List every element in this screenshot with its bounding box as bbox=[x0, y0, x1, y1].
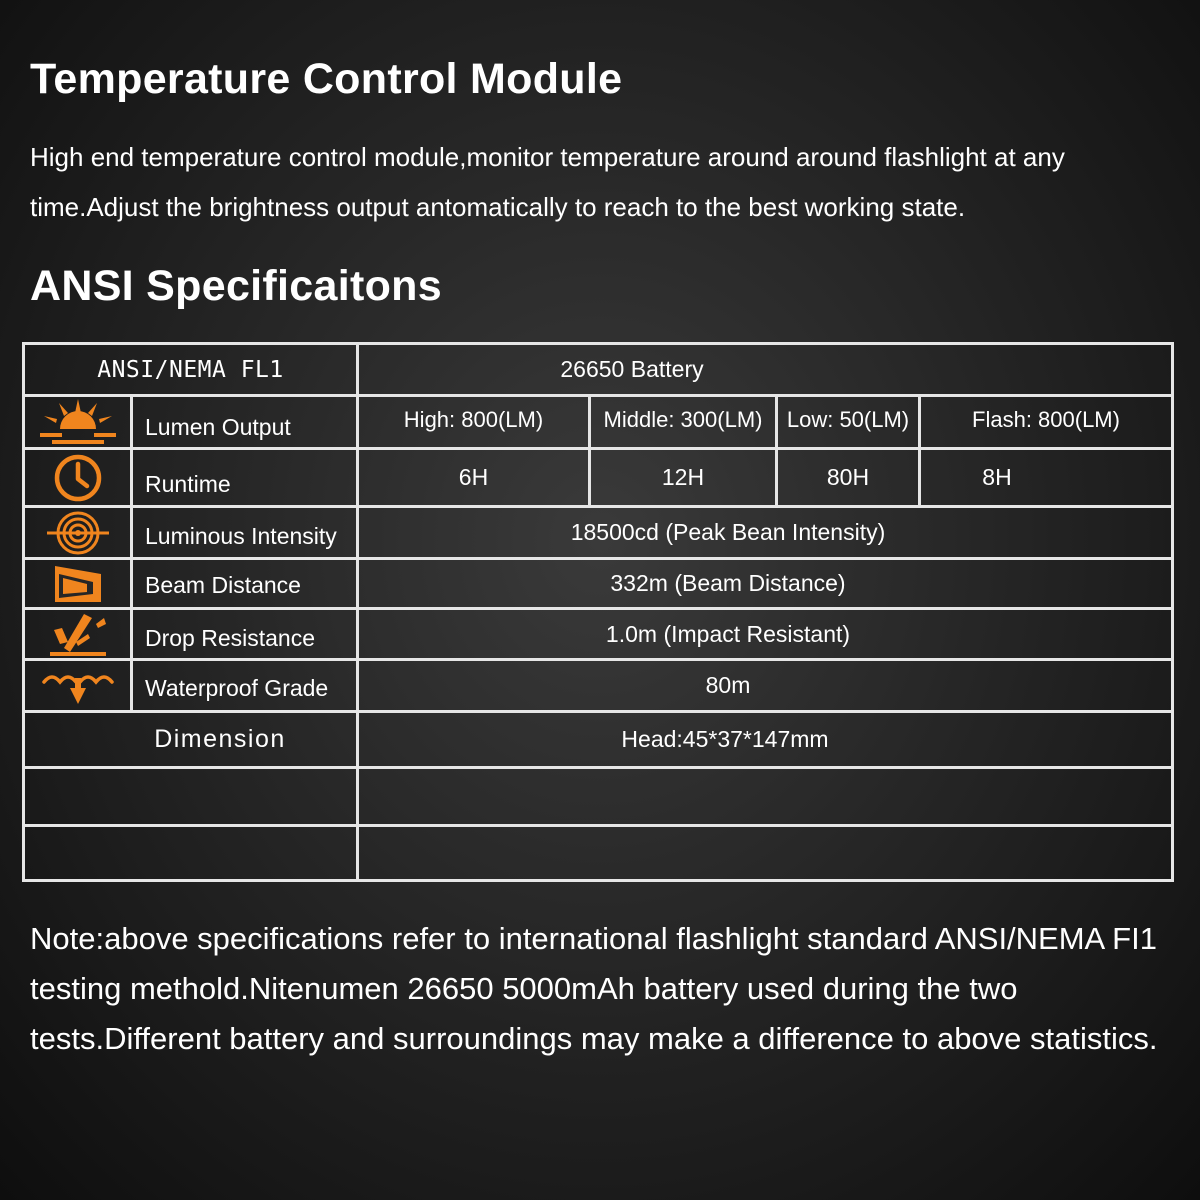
drop-impact-icon bbox=[25, 610, 130, 658]
beam-cone-icon bbox=[25, 560, 130, 607]
runtime-low: 80H bbox=[826, 464, 870, 490]
water-label: Waterproof Grade bbox=[145, 675, 329, 701]
table-border-bottom bbox=[22, 879, 1174, 882]
note-text: Note:above specifications refer to international flashlight standard ANSI/NEMA FI1 testing methold.Nitenumen 26650 5000mAh battery used during the two tests.Different battery and surroundings may make a difference to above statistics. bbox=[30, 921, 1158, 1056]
mode-middle: Middle: 300(LM) bbox=[603, 407, 763, 432]
standard-label: ANSI/NEMA FL1 bbox=[97, 356, 284, 383]
intensity-value: 18500cd (Peak Bean Intensity) bbox=[570, 519, 886, 545]
mode-low: Low: 50(LM) bbox=[786, 407, 910, 432]
runtime-high: 6H bbox=[458, 464, 489, 490]
runtime-label: Runtime bbox=[145, 471, 231, 497]
water-splash-icon bbox=[25, 661, 130, 710]
drop-value: 1.0m (Impact Resistant) bbox=[605, 620, 851, 647]
battery-label: 26650 Battery bbox=[560, 356, 704, 382]
intensity-label: Luminous Intensity bbox=[145, 523, 337, 549]
dimension-value: Head:45*37*147mm bbox=[621, 726, 829, 752]
table-border-right bbox=[1171, 342, 1174, 882]
specs-title: ANSI Specificaitons bbox=[30, 262, 442, 310]
beam-value: 332m (Beam Distance) bbox=[610, 570, 846, 596]
water-value: 80m bbox=[705, 672, 751, 698]
drop-label: Drop Resistance bbox=[145, 624, 316, 651]
target-rings-icon bbox=[25, 508, 130, 557]
mode-flash: Flash: 800(LM) bbox=[972, 407, 1120, 432]
module-title: Temperature Control Module bbox=[30, 55, 623, 103]
beam-label: Beam Distance bbox=[145, 572, 301, 598]
sun-burst-icon bbox=[25, 397, 130, 447]
lumen-label: Lumen Output bbox=[145, 413, 291, 440]
runtime-flash: 8H bbox=[982, 464, 1012, 490]
dimension-label: Dimension bbox=[154, 725, 286, 753]
runtime-middle: 12H bbox=[661, 464, 705, 490]
empty-row bbox=[25, 769, 1171, 824]
mode-high: High: 800(LM) bbox=[403, 407, 544, 432]
empty-row bbox=[25, 827, 1171, 879]
clock-icon bbox=[25, 450, 130, 505]
module-description: High end temperature control module,monitor temperature around around flashlight at any time.Adjust the brightness output antomatically to reach to the best working state. bbox=[30, 142, 1065, 222]
spec-table bbox=[22, 342, 1174, 882]
